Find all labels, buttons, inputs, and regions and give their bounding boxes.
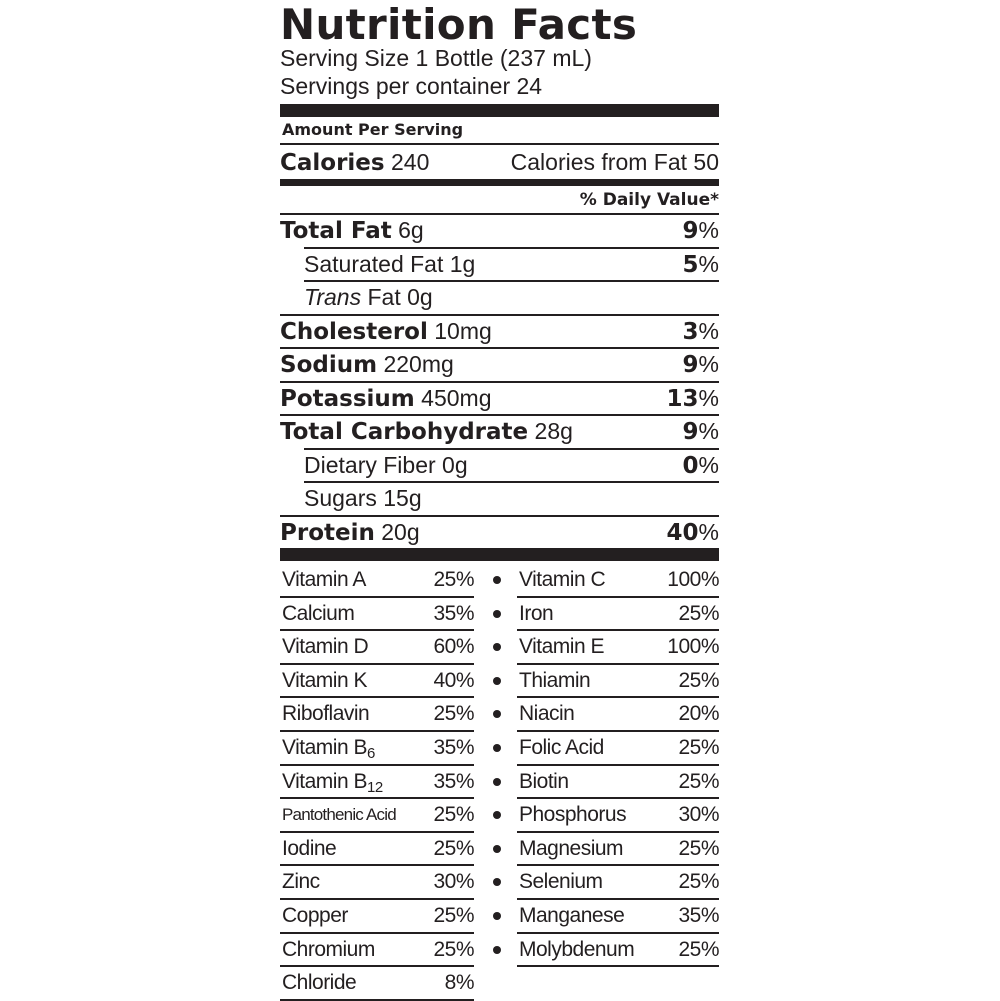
calories-value: 240 bbox=[391, 149, 430, 175]
vitamin-row bbox=[280, 899, 719, 932]
bullet-dot bbox=[493, 744, 501, 752]
vitamin-name: Folic Acid bbox=[519, 736, 604, 759]
nutrient-daily-value bbox=[683, 449, 719, 483]
vitamin-percent: 25% bbox=[678, 937, 719, 961]
bullet-dot bbox=[493, 576, 501, 584]
amount-per-serving: Amount Per Serving bbox=[282, 120, 464, 139]
nutrient-name: Sodium bbox=[280, 352, 378, 378]
nutrient-name: Protein bbox=[280, 519, 375, 546]
vitamin-row bbox=[280, 563, 719, 596]
vitamin-percent: 30% bbox=[433, 870, 474, 894]
vitamin-percent: 25% bbox=[433, 702, 474, 726]
vitamin-row bbox=[280, 731, 719, 764]
bullet-dot bbox=[493, 811, 501, 819]
daily-value-number: 0 bbox=[682, 452, 699, 479]
vitamin-name-text: Calcium bbox=[282, 601, 355, 625]
vitamin-name: Selenium bbox=[519, 870, 603, 894]
vitamin-name-text: Copper bbox=[282, 904, 348, 927]
vitamin-percent: 25% bbox=[433, 803, 474, 827]
vitamin-row bbox=[280, 664, 719, 697]
divider bbox=[280, 143, 719, 145]
bullet-dot bbox=[493, 912, 501, 920]
vitamin-name-text: Chloride bbox=[282, 971, 357, 995]
vitamin-name: Biotin bbox=[519, 769, 569, 793]
daily-value-header: % Daily Value* bbox=[579, 190, 719, 210]
label-title: Nutrition Facts bbox=[280, 0, 638, 49]
nutrient-amount: 220mg bbox=[383, 351, 454, 377]
vitamin-percent: 25% bbox=[433, 937, 474, 961]
nutrient-amount: 1g bbox=[449, 250, 476, 277]
vitamin-row bbox=[280, 832, 719, 865]
vitamin-percent: 8% bbox=[444, 971, 474, 995]
nutrient-amount: 0g bbox=[407, 284, 433, 310]
vitamin-name: Vitamin E bbox=[519, 635, 604, 659]
daily-value-sign: % bbox=[698, 418, 719, 444]
vitamin-percent: 25% bbox=[678, 769, 719, 793]
vitamin-name bbox=[282, 563, 366, 596]
vitamin-name: Phosphorus bbox=[519, 803, 627, 827]
vitamin-row bbox=[280, 630, 719, 663]
vitamin-percent: 25% bbox=[678, 870, 719, 894]
nutrient-daily-value bbox=[667, 382, 719, 416]
vitamin-name-text: Zinc bbox=[282, 870, 320, 894]
vitamin-percent: 35% bbox=[433, 736, 474, 759]
vitamin-name-text: Vitamin B bbox=[282, 736, 367, 759]
daily-value-sign: % bbox=[698, 250, 719, 277]
vitamin-row bbox=[280, 865, 719, 898]
nutrient-daily-value bbox=[683, 415, 719, 449]
nutrient-row bbox=[280, 516, 719, 549]
nutrient-name: Cholesterol bbox=[280, 318, 428, 345]
vitamin-subscript: 12 bbox=[367, 778, 383, 796]
vitamin-name bbox=[282, 933, 375, 966]
daily-value-sign: % bbox=[698, 518, 719, 545]
vitamin-percent: 30% bbox=[678, 803, 719, 827]
nutrient-row bbox=[304, 482, 719, 515]
nutrient-amount: 28g bbox=[534, 418, 573, 444]
vitamin-name bbox=[282, 966, 356, 999]
bullet-dot bbox=[493, 778, 501, 786]
vitamin-name bbox=[282, 798, 396, 831]
vitamin-name bbox=[282, 865, 320, 898]
daily-value-sign: % bbox=[698, 451, 719, 478]
vitamin-name bbox=[282, 832, 336, 865]
daily-value-number: 5 bbox=[682, 251, 699, 278]
vitamin-row bbox=[280, 798, 719, 831]
vitamin-name: Molybdenum bbox=[519, 937, 635, 961]
nutrient-daily-value bbox=[683, 214, 719, 248]
nutrient-name: Total Carbohydrate bbox=[280, 419, 529, 445]
bullet-dot bbox=[493, 946, 501, 954]
vitamin-percent: 60% bbox=[433, 635, 474, 659]
bullet-dot bbox=[493, 845, 501, 853]
bullet-dot bbox=[493, 878, 501, 886]
vitamin-row bbox=[280, 697, 719, 730]
vitamin-name-text: Pantothenic Acid bbox=[282, 805, 396, 825]
bullet-dot bbox=[493, 610, 501, 618]
daily-value-number: 40 bbox=[666, 519, 699, 546]
daily-value-sign: % bbox=[698, 384, 719, 411]
vitamin-percent: 35% bbox=[433, 601, 474, 625]
vitamin-row bbox=[280, 597, 719, 630]
daily-value-number: 9 bbox=[682, 218, 699, 244]
servings-per-container: Servings per container 24 bbox=[280, 73, 543, 99]
nutrient-amount: 20g bbox=[381, 518, 420, 545]
nutrient-daily-value bbox=[683, 315, 719, 349]
vitamin-percent: 100% bbox=[667, 635, 719, 659]
nutrient-daily-value bbox=[683, 348, 719, 382]
vitamin-name bbox=[282, 731, 375, 764]
calories-row bbox=[280, 146, 719, 178]
nutrient-name: Fat bbox=[367, 284, 401, 310]
daily-value-number: 3 bbox=[682, 318, 699, 345]
nutrient-name: Dietary Fiber bbox=[304, 451, 436, 478]
nutrient-row bbox=[304, 281, 719, 314]
nutrient-name-italic: Trans bbox=[304, 284, 362, 310]
daily-value-number: 9 bbox=[682, 352, 699, 378]
nutrient-row bbox=[304, 248, 719, 281]
nutrient-row bbox=[280, 348, 719, 381]
vitamin-name bbox=[282, 765, 383, 798]
serving-size: Serving Size 1 Bottle (237 mL) bbox=[280, 45, 592, 71]
vitamin-percent: 20% bbox=[678, 702, 719, 726]
nutrient-row bbox=[280, 315, 719, 348]
vitamin-percent: 35% bbox=[433, 769, 474, 793]
vitamin-name: Vitamin C bbox=[519, 568, 606, 591]
nutrient-row bbox=[280, 415, 719, 448]
nutrient-amount: 0g bbox=[442, 451, 468, 478]
daily-value-sign: % bbox=[698, 351, 719, 377]
bullet-dot bbox=[493, 677, 501, 685]
vitamin-subscript: 6 bbox=[367, 745, 375, 762]
nutrient-row bbox=[304, 449, 719, 482]
vitamin-name-text: Riboflavin bbox=[282, 702, 370, 726]
nutrient-name: Total Fat bbox=[280, 218, 392, 244]
nutrient-amount: 15g bbox=[383, 485, 422, 511]
nutrient-amount: 10mg bbox=[434, 317, 492, 344]
vitamin-percent: 25% bbox=[678, 836, 719, 860]
nutrient-name: Sugars bbox=[304, 485, 377, 511]
vitamin-name-text: Vitamin B bbox=[282, 769, 367, 793]
daily-value-number: 13 bbox=[666, 385, 699, 412]
calories-from-fat: Calories from Fat 50 bbox=[510, 149, 719, 175]
vitamin-name bbox=[282, 630, 368, 663]
vitamin-percent: 25% bbox=[678, 601, 719, 625]
vitamin-row bbox=[280, 933, 719, 966]
nutrient-row bbox=[280, 214, 719, 247]
vitamin-percent: 25% bbox=[433, 836, 474, 860]
bullet-dot bbox=[493, 710, 501, 718]
vitamin-percent: 25% bbox=[433, 568, 474, 591]
vitamin-percent: 25% bbox=[678, 736, 719, 759]
nutrient-daily-value bbox=[667, 516, 719, 550]
bullet-dot bbox=[493, 643, 501, 651]
vitamin-name: Manganese bbox=[519, 904, 625, 927]
daily-value-number: 9 bbox=[682, 419, 699, 445]
vitamin-name bbox=[282, 899, 348, 932]
vitamin-name-text: Iodine bbox=[282, 836, 337, 860]
daily-value-sign: % bbox=[698, 317, 719, 344]
vitamin-percent: 25% bbox=[678, 668, 719, 692]
calories-label: Calories bbox=[280, 150, 385, 176]
vitamin-name: Magnesium bbox=[519, 836, 624, 860]
vitamin-name bbox=[282, 664, 367, 697]
vitamin-percent: 35% bbox=[678, 904, 719, 927]
vitamin-name-text: Vitamin K bbox=[282, 668, 367, 692]
nutrient-amount: 450mg bbox=[421, 384, 492, 411]
nutrient-daily-value bbox=[683, 248, 719, 282]
vitamin-name: Niacin bbox=[519, 702, 575, 726]
thick-divider bbox=[280, 548, 719, 561]
medium-divider bbox=[280, 179, 719, 186]
nutrient-amount: 6g bbox=[398, 217, 424, 243]
vitamin-name: Iron bbox=[519, 601, 554, 625]
vitamin-percent: 100% bbox=[667, 568, 719, 591]
vitamin-name-text: Vitamin A bbox=[282, 568, 366, 591]
vitamin-percent: 40% bbox=[433, 668, 474, 692]
nutrient-row bbox=[280, 382, 719, 415]
vitamin-name-text: Chromium bbox=[282, 937, 375, 961]
vitamin-name-text: Vitamin D bbox=[282, 635, 369, 659]
vitamin-name: Thiamin bbox=[519, 668, 591, 692]
thick-divider bbox=[280, 104, 719, 117]
vitamin-row bbox=[280, 966, 719, 999]
vitamin-row bbox=[280, 765, 719, 798]
nutrient-name: Saturated Fat bbox=[304, 250, 444, 277]
vitamin-percent: 25% bbox=[433, 904, 474, 927]
nutrient-name: Potassium bbox=[280, 385, 415, 412]
vitamin-name bbox=[282, 597, 354, 630]
daily-value-sign: % bbox=[698, 217, 719, 243]
vitamin-name bbox=[282, 697, 369, 730]
